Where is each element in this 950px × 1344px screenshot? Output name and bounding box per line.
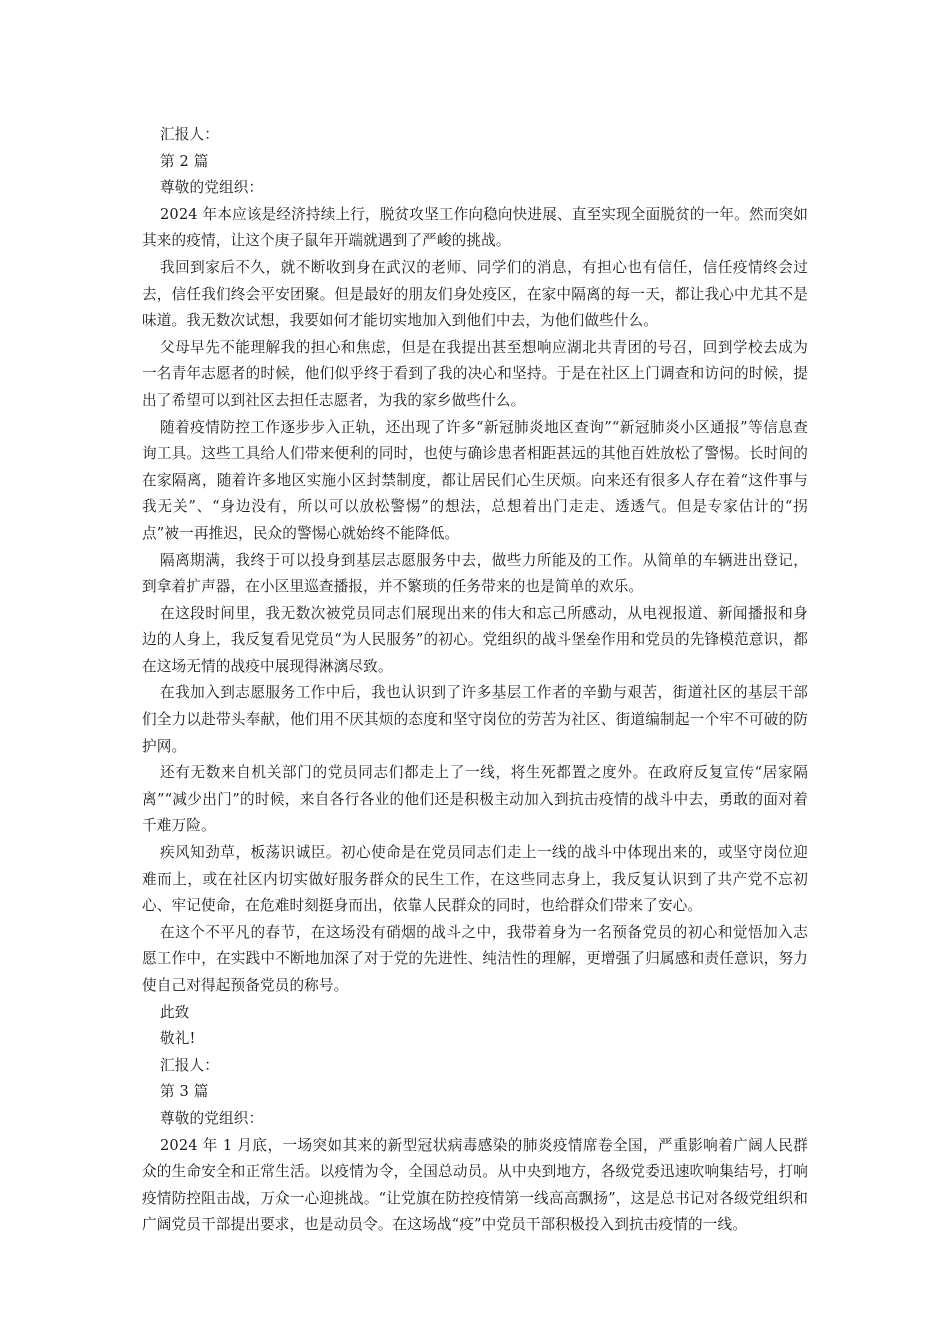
closing-line: 此致 <box>160 1003 190 1021</box>
paragraph: 2024 年 1 月底，一场突如其来的新型冠状病毒感染的肺炎疫情席卷全国，严重影响着广阔人民群众的生命安全和正常生活。以疫情为令，全国总动员。从中央到地方，各级党委迅速吹响集结号，打响疫情防控阻击战，万众一心迎挑战。“让党旗在防控疫情第一线高高飘扬”，这是总书记对各级党组织和广阔党员干部提出要求，也是动员令。在这场战“疫”中党员干部积极投入到抗击疫情的一线。 <box>142 1136 808 1234</box>
paragraph: 在这段时间里，我无数次被党员同志们展现出来的伟大和忘己所感动，从电视报道、新闻播报和身边的人身上，我反复看见党员“为人民服务”的初心。党组织的战斗堡垒作用和党员的先锋模范意识，都在这场无情的战疫中展现得淋漓尽致。 <box>142 604 808 675</box>
paragraph: 2024 年本应该是经济持续上行，脱贫攻坚工作向稳向快进展、直至实现全面脱贫的一年。然而突如其来的疫情，让这个庚子鼠年开端就遇到了严峻的挑战。 <box>142 205 808 250</box>
section-heading: 第 2 篇 <box>160 152 209 170</box>
paragraph: 在我加入到志愿服务工作中后，我也认识到了许多基层工作者的辛勤与艰苦，街道社区的基层干部们全力以赴带头奉献，他们用不厌其烦的态度和坚守岗位的劳苦为社区、街道编制起一个牢不可破的防护网。 <box>142 684 808 755</box>
paragraph: 疾风知劲草，板荡识诚臣。初心使命是在党员同志们走上一线的战斗中体现出来的，或坚守岗位迎难而上，或在社区内切实做好服务群众的民生工作，在这些同志身上，我反复认识到了共产党不忘初心、牢记使命，在危难时刻挺身而出，依靠人民群众的同时，也给群众们带来了安心。 <box>142 844 808 915</box>
paragraph: 随着疫情防控工作逐步步入正轨，还出现了许多“新冠肺炎地区查询”“新冠肺炎小区通报”等信息查询工具。这些工具给人们带来便利的同时，也使与确诊患者相距甚远的其他百姓放松了警惕。长时间的在家隔离，随着许多地区实施小区封禁制度，都让居民们心生厌烦。向来还有很多人存在着“这件事与我无关”、“身边没有，所以可以放松警惕”的想法，总想着出门走走、透透气。但是专家估计的“拐点”被一再推迟，民众的警惕心就始终不能降低。 <box>142 418 808 542</box>
closing-line: 敬礼! <box>160 1030 196 1048</box>
paragraph: 还有无数来自机关部门的党员同志们都走上了一线，将生死都置之度外。在政府反复宣传“居家隔离”“减少出门”的时候，来自各行各业的他们还是积极主动加入到抗击疫情的战斗中去，勇敢的面对着千难万险。 <box>142 764 808 835</box>
paragraph: 父母早先不能理解我的担心和焦虑，但是在我提出甚至想响应湖北共青团的号召，回到学校去成为一名青年志愿者的时候，他们似乎终于看到了我的决心和坚持。于是在社区上门调查和访问的时候，提出了希望可以到社区去担任志愿者，为我的家乡做些什么。 <box>142 338 808 409</box>
reporter-line: 汇报人： <box>160 1056 219 1074</box>
document-body <box>142 122 808 1239</box>
salutation: 尊敬的党组织： <box>160 1109 264 1127</box>
reporter-line: 汇报人： <box>160 126 219 143</box>
paragraph: 我回到家后不久，就不断收到身在武汉的老师、同学们的消息，有担心也有信任，信任疫情终会过去，信任我们终会平安团聚。但是最好的朋友们身处疫区，在家中隔离的每一天，都让我心中尤其不是味道。我无数次试想，我要如何才能切实地加入到他们中去，为他们做些什么。 <box>142 258 808 330</box>
section-heading: 第 3 篇 <box>160 1083 209 1101</box>
paragraph: 隔离期满，我终于可以投身到基层志愿服务中去，做些力所能及的工作。从简单的车辆进出登记，到拿着扩声器，在小区里巡查播报，并不繁琐的任务带来的也是简单的欢乐。 <box>142 551 808 596</box>
salutation: 尊敬的党组织： <box>160 179 264 197</box>
paragraph: 在这个不平凡的春节，在这场没有硝烟的战斗之中，我带着身为一名预备党员的初心和觉悟加入志愿工作中，在实践中不断地加深了对于党的先进性、纯洁性的理解，更增强了归属感和责任意识，努力使自己对得起预备党员的称号。 <box>142 923 808 994</box>
